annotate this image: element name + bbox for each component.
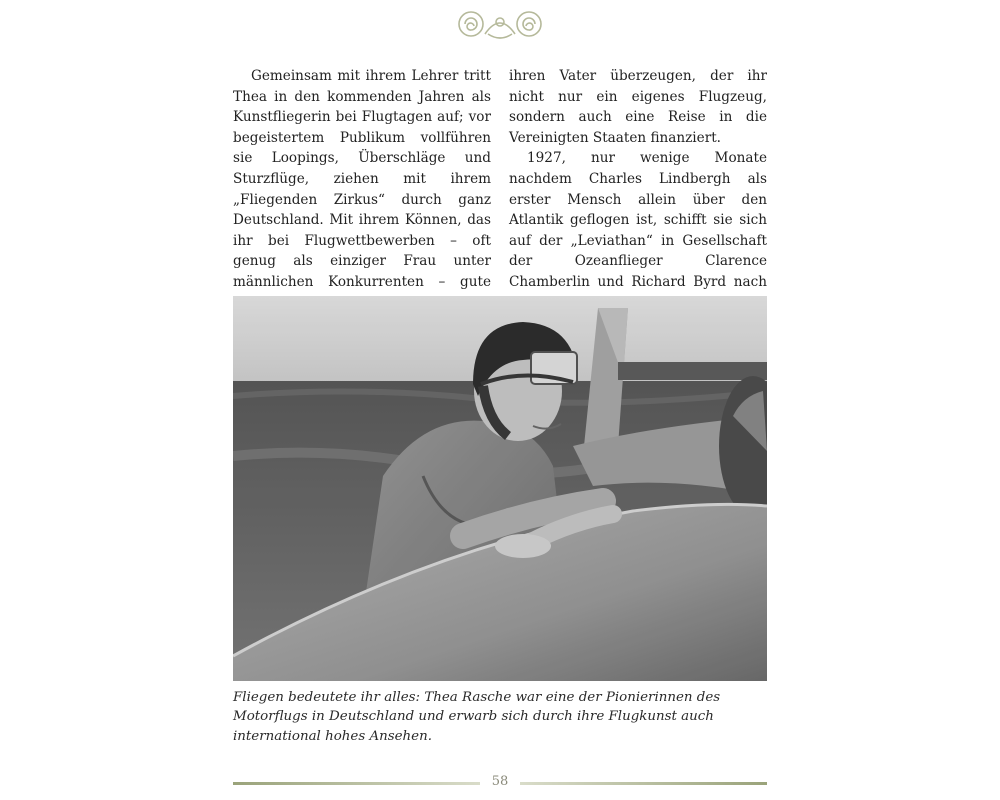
- photo-illustration: [233, 296, 767, 681]
- paragraph: 1927, nur wenige Monate nachdem Charles Lindbergh als erster Mensch allein über den Atlantik geflogen ist, schifft sie sich auf der „Leviathan“ in Gesellschaft der Ozeanflieger Clarence Chamberlin und Richard Byrd nach: [509, 150, 767, 290]
- ornament-icon: [455, 4, 545, 42]
- page-number: 58: [491, 774, 509, 789]
- photograph: [233, 296, 767, 681]
- footer-rule-right: [520, 782, 767, 785]
- text-column-left: [233, 66, 491, 334]
- photo-caption: Fliegen bedeutete ihr alles: Thea Rasche war eine der Pionierinnen des Motorflugs in Deutschland und erwarb sich durch ihre Flugkunst auch international hohes Ansehen.: [233, 690, 721, 744]
- text-column-right: [509, 66, 767, 313]
- paragraph: ihren Vater überzeugen, der ihr nicht nur ein eigenes Flugzeug, sondern auch eine Reise in die Vereinigten Staaten finanziert.: [509, 68, 767, 146]
- footer-rule-left: [233, 782, 480, 785]
- paragraph: Gemeinsam mit ihrem Lehrer tritt Thea in den kommenden Jahren als Kunstfliegerin bei Flugtagen auf; vor begeistertem Publikum vollführen sie Loopings, Überschläge und Sturzflüge, ziehen mit ihrem „Fliegenden Zirkus“ durch ganz Deutschland. Mit ihrem Können, das ihr bei Flugwettbewerben – oft genug als einziger Frau unter männlichen Konkurrenten – gute: [233, 68, 491, 290]
